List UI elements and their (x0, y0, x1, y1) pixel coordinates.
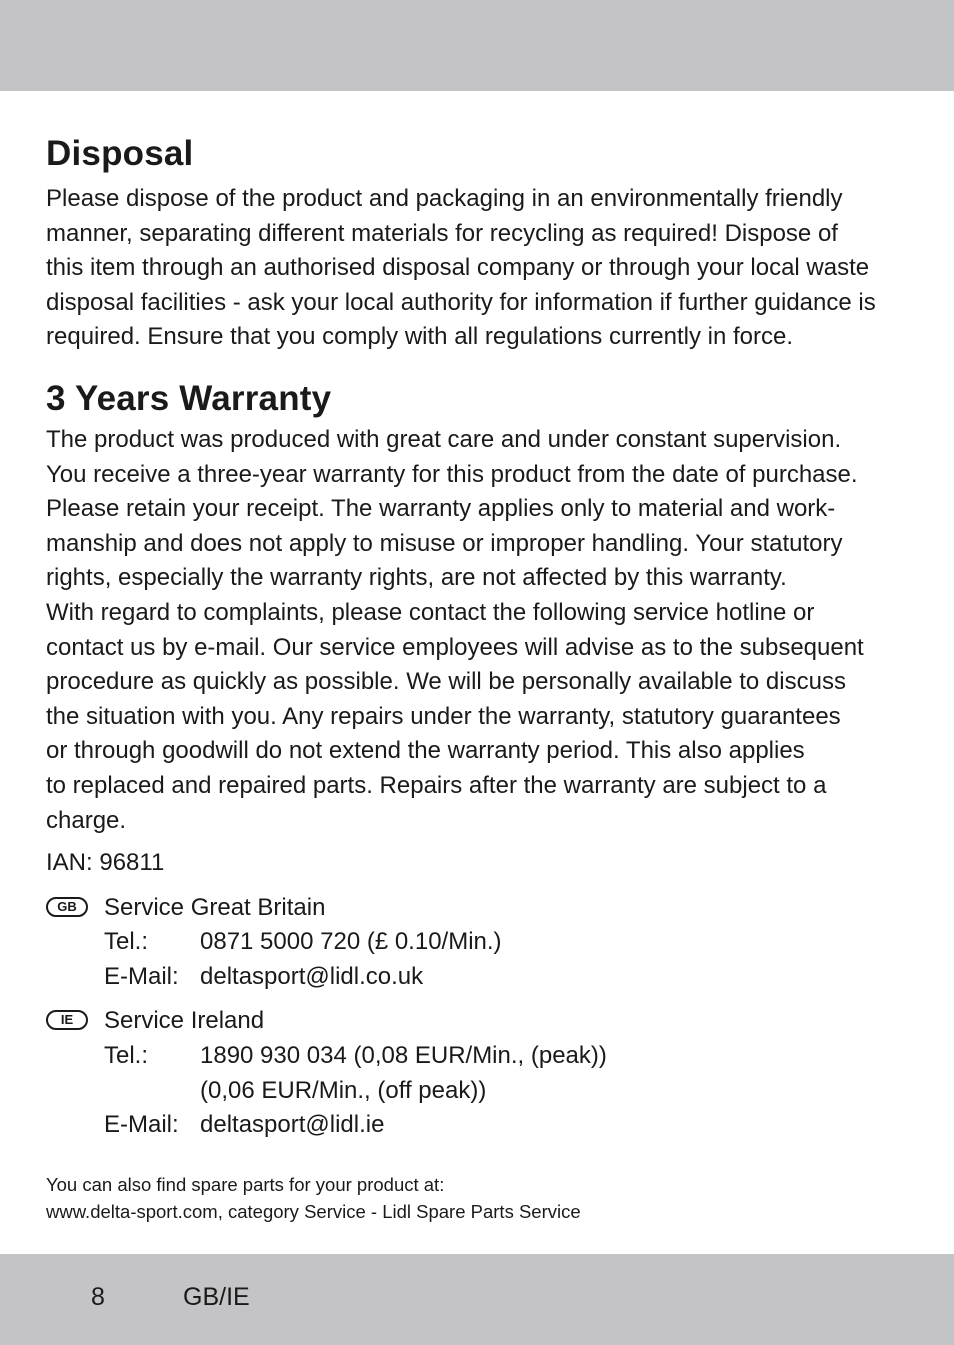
gb-country-badge-icon: GB (46, 897, 88, 917)
ie-country-badge-icon: IE (46, 1010, 88, 1030)
spare-parts-url[interactable]: www.delta-sport.com, category Service - Lidl Spare Parts Service (46, 1200, 581, 1222)
service-title: Service Great Britain (104, 893, 326, 921)
spare-parts-line: You can also find spare parts for your product at: (46, 1173, 445, 1195)
service-email-row (104, 960, 916, 995)
email-label: E-Mail: (104, 1111, 179, 1139)
email-link[interactable]: deltasport@lidl.ie (200, 1111, 385, 1139)
service-great-britain (46, 891, 916, 995)
service-tel-row (104, 925, 916, 960)
tel-label: Tel.: (104, 1042, 149, 1070)
page-language-code: GB/IE (183, 1283, 250, 1311)
service-email-row (104, 1108, 916, 1143)
disposal-heading: Disposal (46, 134, 194, 173)
disposal-paragraph: Please dispose of the product and packaging in an environmentally friendly manner, separating different materials for recycling as required! Dispose of this item through an authorised disposal company or through your local waste disposal facilities - ask your local authority for information if further guidance is required. Ensure that you comply with all regulations currently in force. (46, 185, 876, 351)
tel-label: Tel.: (104, 928, 149, 956)
top-header-band (0, 0, 954, 91)
ian-number: IAN: 96811 (46, 849, 165, 877)
warranty-paragraph: The product was produced with great care and under constant supervision. You receive a three-year warranty for this product from the date of purchase. Please retain your receipt. The warranty applies only to material and work- manship and does not apply to misuse or improper handling. Your statutory rights, especially the warranty rights, are not affected by this warranty. With regard to complaints, please contact the following service hotline or contact us by e-mail. Our service employees will advise as to the subsequent procedure as quickly as possible. We will be personally available to discuss the situation with you. Any repairs under the warranty, statutory guarantees or through goodwill do not extend the warranty period. This also applies to replaced and repaired parts. Repairs after the warranty are subject to a charge. (46, 425, 864, 834)
footer-band (0, 1254, 954, 1345)
tel-value: 0871 5000 720 (£ 0.10/Min.) (200, 928, 502, 956)
service-ireland (46, 1004, 916, 1142)
email-link[interactable]: deltasport@lidl.co.uk (200, 962, 424, 990)
service-title: Service Ireland (104, 1007, 265, 1035)
email-label: E-Mail: (104, 962, 179, 990)
warranty-heading: 3 Years Warranty (46, 378, 332, 418)
spare-parts-note (46, 1171, 916, 1225)
page-number: 8 (91, 1283, 105, 1311)
tel-value: 1890 930 034 (0,08 EUR/Min., (peak)) (0,06 EUR/Min., (off peak)) (200, 1042, 607, 1104)
service-tel-row (104, 1039, 916, 1108)
page-content (46, 132, 916, 1225)
